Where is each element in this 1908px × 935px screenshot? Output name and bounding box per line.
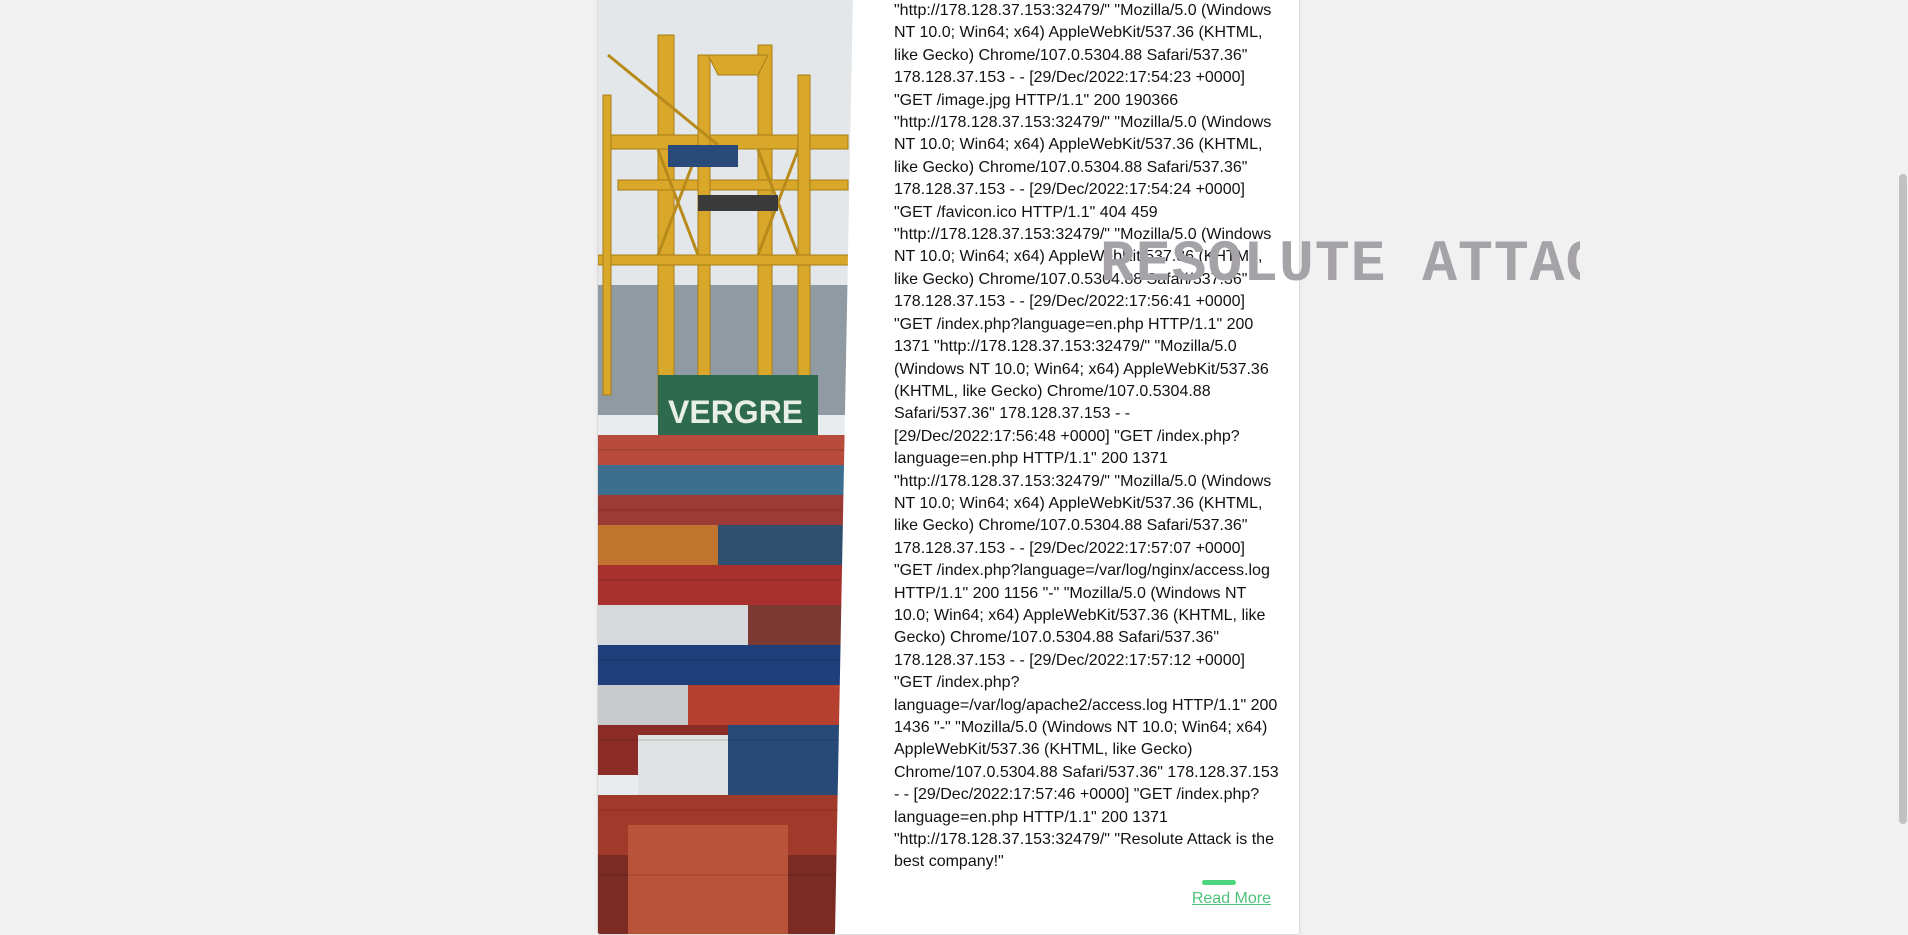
article-content bbox=[894, 0, 1286, 908]
svg-text:RESOLUTE ATTACK: RESOLUTE ATTA bbox=[1100, 233, 1566, 298]
page-scrollbar[interactable] bbox=[1898, 0, 1908, 935]
access-log-text: "http://178.128.37.153:32479/" "Mozilla/5.0 (Windows NT 10.0; Win64; x64) AppleWebKit/537.36 (KHTML, like Gecko) Chrome/107.0.5304.88 Safari/537.36" 178.128.37.153 - - [29/Dec/2022:17:54:23 +0000] "GET /image.jpg HTTP/1.1" 200 190366 "http://178.128.37.153:32479/" "Mozilla/5.0 (Windows NT 10.0; Win64; x64) AppleWebKit/537.36 (KHTML, like Gecko) Chrome/107.0.5304.88 Safari/537.36" 178.128.37.153 - - [29/Dec/2022:17:54:24 +0000] "GET /favicon.ico HTTP/1.1" 404 459 "http://178.128.37.153:32479/" "Mozilla/5.0 (Windows NT 10.0; Win64; x64) AppleWebKit/537.36 (KHTML, like Gecko) Chrome/107.0.5304.88 Safari/537.36" 178.128.37.153 - - [29/Dec/2022:17:56:41 +0000] "GET /index.php?language=en.php HTTP/1.1" 200 1371 "http://178.128.37.153:32479/" "Mozilla/5.0 (Windows NT 10.0; Win64; x64) AppleWebKit/537.36 (KHTML, like Gecko) Chrome/107.0.5304.88 Safari/537.36" 178.128.37.153 - - [29/Dec/2022:17:56:48 +0000] "GET /index.php?language=en.php HTTP/1.1" 200 1371 "http://178.128.37.153:32479/" "Mozilla/5.0 (Windows NT 10.0; Win64; x64) AppleWebKit/537.36 (KHTML, like Gecko) Chrome/107.0.5304.88 Safari/537.36" 178.128.37.153 - - [29/Dec/2022:17:57:07 +0000] "GET /index.php?language=/var/log/nginx/access.log HTTP/1.1" 200 1156 "-" "Mozilla/5.0 (Windows NT 10.0; Win64; x64) AppleWebKit/537.36 (KHTML, like Gecko) Chrome/107.0.5304.88 Safari/537.36" 178.128.37.153 - - [29/Dec/2022:17:57:12 +0000] "GET /index.php?language=/var/log/apache2/access.log HTTP/1.1" 200 1436 "-" "Mozilla/5.0 (Windows NT 10.0; Win64; x64) AppleWebKit/537.36 (KHTML, like Gecko) Chrome/107.0.5304.88 Safari/537.36" 178.128.37.153 - - [29/Dec/2022:17:57:46 +0000] "GET /index.php?language=en.php HTTP/1.1" 200 1371 "http://178.128.37.153:32479/" "Resolute Attack is the best company!" bbox=[894, 2, 1279, 871]
article-card bbox=[597, 0, 1300, 935]
shipping-port-image bbox=[598, 0, 886, 934]
scrollbar-thumb[interactable] bbox=[1899, 174, 1907, 824]
read-more-area bbox=[894, 890, 1286, 908]
read-more-link[interactable]: Read More bbox=[1191, 889, 1271, 907]
svg-text:VERGRE: VERGRE bbox=[668, 394, 804, 430]
read-more-accent-bar bbox=[1202, 880, 1236, 885]
